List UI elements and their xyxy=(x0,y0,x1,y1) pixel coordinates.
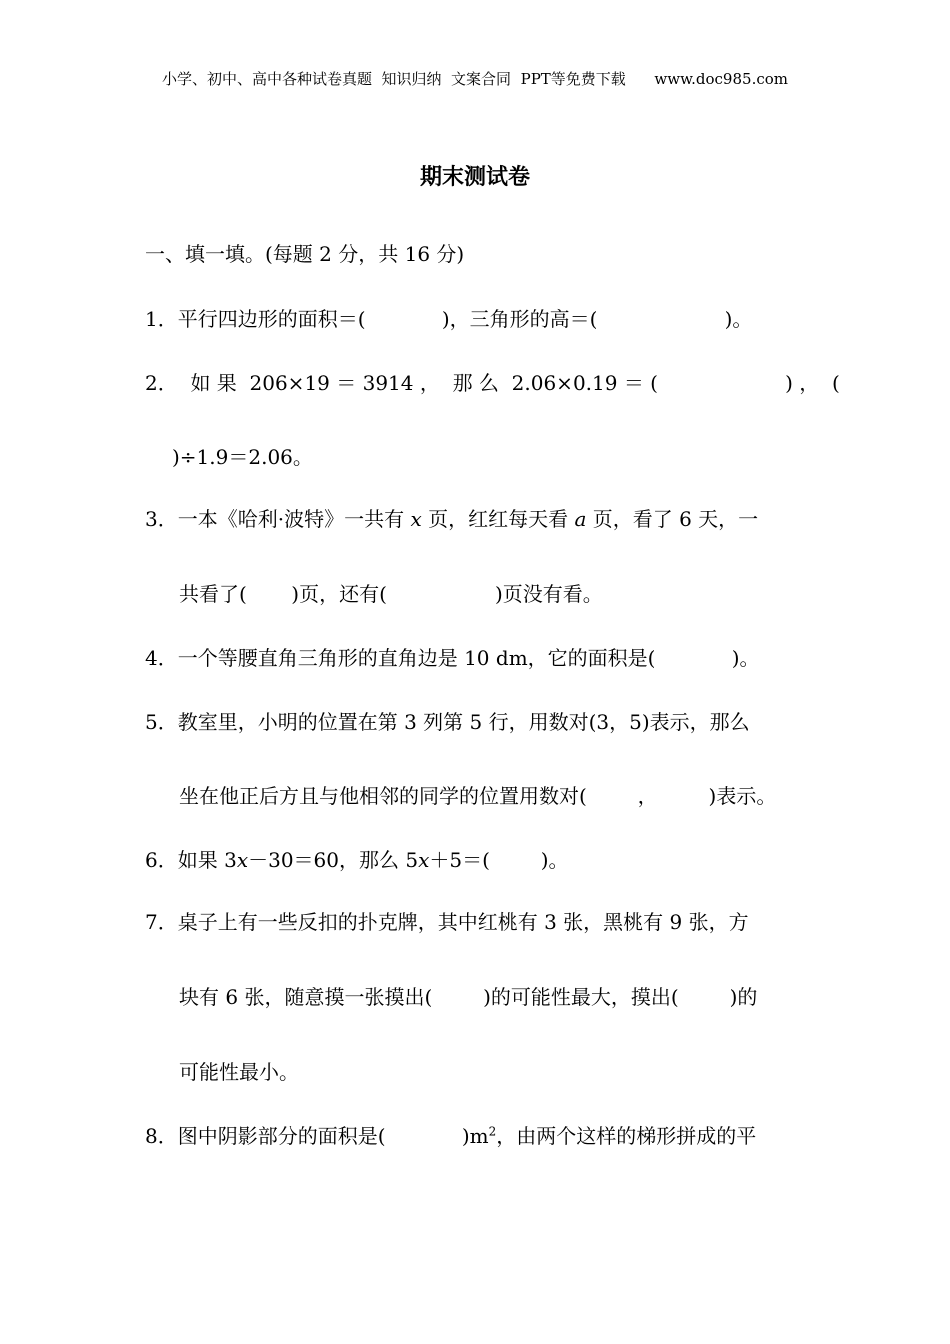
question-2-line-1: 2． 如 果 206×19 ＝ 3914 ， 那 么 2.06×0.19 ＝ ( ) ， ( xyxy=(145,371,840,395)
page-title: 期末测试卷 xyxy=(419,165,530,190)
question-8-line-1: 8．图中阴影部分的面积是( )$m^2$，由两个这样的梯形拼成的平 xyxy=(145,1124,757,1148)
question-3-line-1: 3．一本《哈利·波特》一共有 x 页，红红每天看 a 页，看了 6 天，一 xyxy=(145,507,759,531)
question-7-line-3: 可能性最小。 xyxy=(179,1060,299,1084)
question-4: 4．一个等腰直角三角形的直角边是 10 dm，它的面积是( )。 xyxy=(145,646,760,670)
question-6: 6．如果 3x－30＝60，那么 5x＋5＝( )。 xyxy=(145,848,569,872)
question-5-line-1: 5．教室里，小明的位置在第 3 列第 5 行，用数对(3，5)表示，那么 xyxy=(145,710,750,734)
question-3-line-2: 共看了( )页，还有( )页没有看。 xyxy=(179,582,603,606)
question-7-line-1: 7．桌子上有一些反扣的扑克牌，其中红桃有 3 张，黑桃有 9 张，方 xyxy=(145,910,749,934)
question-5-line-2: 坐在他正后方且与他相邻的同学的位置用数对( ， )表示。 xyxy=(179,784,777,808)
question-1: 1．平行四边形的面积＝( )，三角形的高＝( )。 xyxy=(145,307,753,331)
site-header: 小学、初中、高中各种试卷真题 知识归纳 文案合同 PPT等免费下载 www.doc985.com xyxy=(161,70,788,88)
question-2-line-2: )÷1.9＝2.06。 xyxy=(172,445,313,469)
section-heading: 一、填一填。(每题 2 分，共 16 分) xyxy=(145,242,465,266)
question-7-line-2: 块有 6 张，随意摸一张摸出( )的可能性最大，摸出( )的 xyxy=(179,985,758,1009)
